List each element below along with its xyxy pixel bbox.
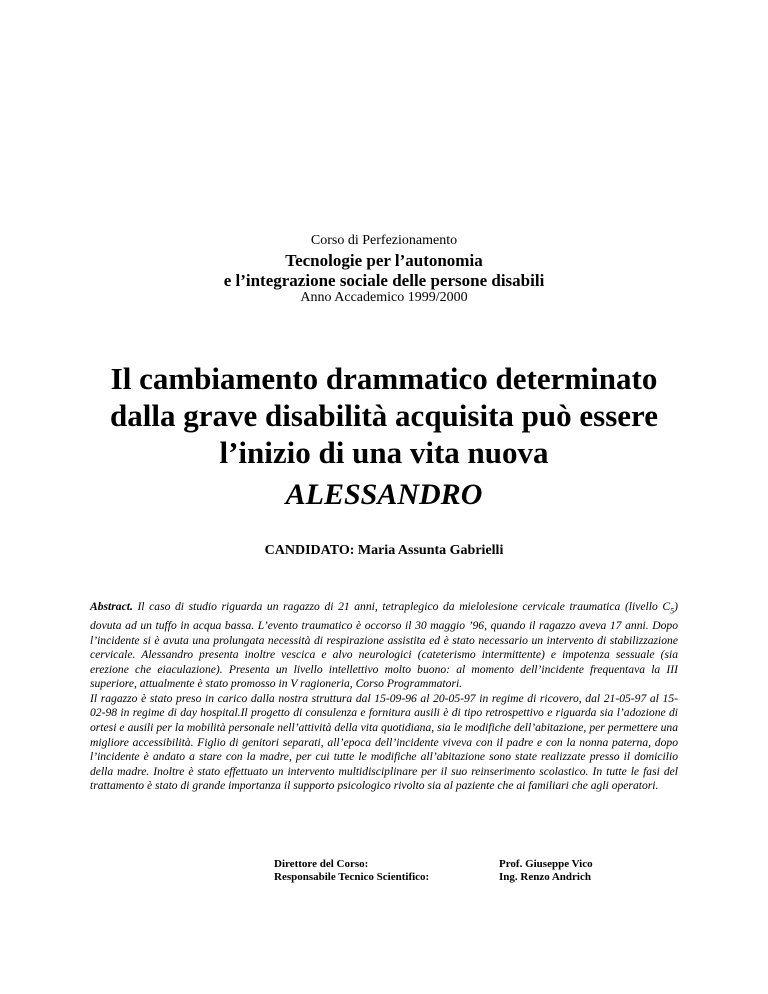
footer-name: Ing. Renzo Andrich xyxy=(499,871,591,883)
abstract-text-1a: Il caso di studio riguarda un ragazzo di 21 anni, tetraplegico da mielolesione cervicale traumatica (livello C xyxy=(132,600,671,613)
abstract xyxy=(90,600,678,794)
academic-year: Anno Accademico 1999/2000 xyxy=(300,290,468,305)
abstract-paragraph-2: Il ragazzo è stato preso in carico dalla nostra struttura dal 15-09-96 al 20-05-97 in regime di ricovero, dal 21-05-97 al 15-02-98 in regime di day hospital.Il progetto di consulenza e fornitura ausili è di tipo retrospettivo e riguarda sia l’adozione di ortesi e ausili per la mobilità personale nell’attività della vita quotidiana, sia le modifiche dell’abitazione, per permettere una migliore accessibilità. Figlio di genitori separati, all’epoca dell’incidente viveva con il padre e con la nonna paterna, dopo l’incidente è andato a stare con la madre, per cui tutte le modifiche all’abitazione sono state realizzate presso il domicilio della madre. Inoltre è stato effettuato un intervento multidisciplinare per il suo reinserimento scolastico. In tutte le fasi del trattamento è stato di grande importanza il supporto psicologico rivolto sia al paziente che ai familiari che agli operatori. xyxy=(90,691,678,793)
course-label: Corso di Perfezionamento xyxy=(310,233,458,248)
footer-name: Prof. Giuseppe Vico xyxy=(499,858,593,870)
footer-role: Direttore del Corso: xyxy=(274,858,369,870)
abstract-text-1b: ) dovuta ad un tuffo in acqua bassa. L’evento traumatico è occorso il 30 maggio ’96, quando il ragazzo aveva 17 anni. Dopo l’incidente si è avuta una prolungata necessità di respirazione assistita ed è stato necessario un intervento di stabilizzazione cervicale. Alessandro presenta inoltre vescica e alvo neurologici (cateterismo intermittente) e impotenza sessuale (sia erezione che eiaculazione). Presenta un livello intellettivo molto buono: al momento dell’incidente frequentava la III superiore, attualmente è stato promosso in V ragioneria, Corso Programmatori. xyxy=(90,600,678,691)
footer-role: Responsabile Tecnico Scientifico: xyxy=(274,871,430,883)
footer-row xyxy=(0,858,768,871)
abstract-subscript: 5 xyxy=(670,606,675,616)
main-title xyxy=(0,360,768,471)
abstract-label: Abstract. xyxy=(90,600,133,613)
name-title: ALESSANDRO xyxy=(285,478,483,511)
course-title-line2: e l’integrazione sociale delle persone disabili xyxy=(223,271,545,290)
abstract-paragraph-1 xyxy=(90,600,678,692)
footer-row xyxy=(0,871,768,884)
main-title-text: Il cambiamento drammatico determinato dalla grave disabilità acquisita può essere l’inizio di una vita nuova xyxy=(110,361,658,470)
course-title-line1: Tecnologie per l’autonomia xyxy=(285,251,483,270)
candidate-line: CANDIDATO: Maria Assunta Gabrielli xyxy=(264,543,504,558)
